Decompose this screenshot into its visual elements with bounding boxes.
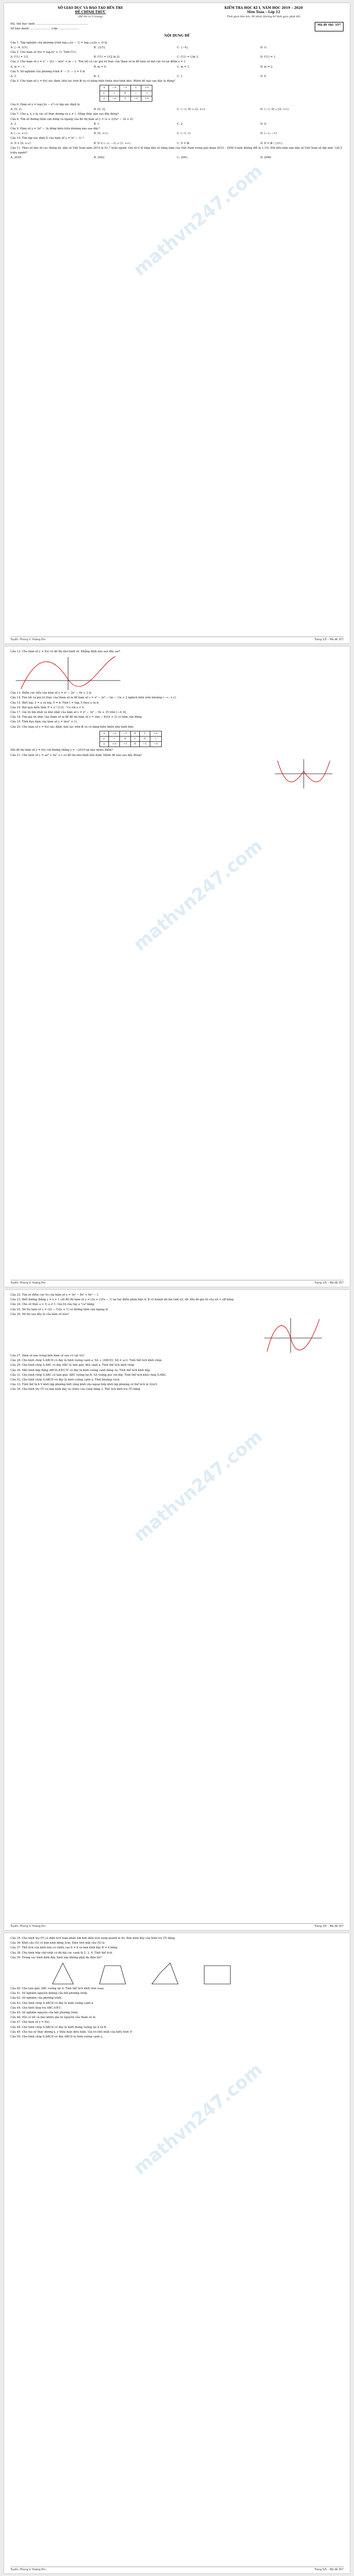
options-9: A. (−∞; +∞). B. (0; +∞). C. (−1; 1). D. (−∞; −1). xyxy=(10,132,278,136)
question-26: Câu 26. Đồ thị sau đây là của hàm số nào? xyxy=(10,1312,69,1316)
question-22: Câu 22. Tìm số điểm cực trị của hàm số y = 3x⁴ − 8x³ + 6x² − 1. xyxy=(10,1294,99,1297)
question-23: Câu 23. Biết đường thẳng y = x + 1 cắt đồ thị hàm số y = (2x + 1)/(x − 1) tại hai điểm phân biệt A, B có hoành độ lần lượt xA, xB. Khi đó giá trị của xA + xB bằng xyxy=(10,1298,234,1302)
question-1: Câu 1. Tập nghiệm của phương trình log₂₀₂₀(x − 1) = log₂₀₂₀(2x + 3) là xyxy=(10,41,107,45)
options-10: A. D = (0; +∞). B. D = (−∞; −1) ∪ (1; +∞). C. D = ℝ. D. D = ℝ \ {±1}. xyxy=(10,141,284,145)
options-6: A. (0; 2). B. [0; 2]. C. (−∞; 0) ∪ (2; +∞). D. (−∞; 0] ∪ [2; +∞). xyxy=(10,108,290,112)
question-9: Câu 9. Hàm số y = 2x³ − 3x đồng biến trên khoảng nào sau đây? xyxy=(10,127,100,131)
watermark: mathvn247.com xyxy=(129,835,267,956)
question-24: Câu 24. Cho số thực a > 0, a ≠ 1. Giá trị của log_a ³√a² bằng xyxy=(10,1303,94,1307)
student-id-field: Số báo danh: ………………… Lớp: ………………… xyxy=(10,27,80,31)
question-15: Câu 15. Biết log₂ 3 = a và log₃ 5 = b. Tính I = log₆ 5 theo a và b. xyxy=(10,701,99,705)
options-1: A. {−4; 2/3}. B. {2/3}. C. {−4}. D. ∅. xyxy=(10,46,268,49)
question-28: Câu 28. Cho khối chóp S.ABCD có đáy là hình vuông cạnh a, SA ⊥ (ABCD), SA = a√2. Tính thể tích khối chóp. xyxy=(10,1359,162,1363)
options-8: A. 3. B. 1. C. 2. D. 4. xyxy=(10,122,267,126)
question-12: Câu 12. Cho hàm số y = f(x) có đồ thị như hình vẽ. Khẳng định nào sau đây sai? xyxy=(10,650,120,653)
page-footer: Tuyển: Phùng V. Hoàng Em Trang 3/5 – Mã đề 357 xyxy=(10,1923,344,1928)
page-footer: Tuyển: Phùng V. Hoàng Em Trang 5/5 – Mã đề 357 xyxy=(10,2567,344,2571)
question-40: Câu 40. Cho tam giác ABC vuông tại A. Tính thể tích khối tròn xoay. xyxy=(10,1987,104,1991)
options-4: A. 3. B. 2. C. 1. D. 0. xyxy=(10,75,267,79)
variation-table: x −∞ −1 1 +∞ y′ + 0 − + y −∞ 2 −2 +∞ xyxy=(99,85,152,102)
polyhedra-figures xyxy=(42,1960,251,1987)
question-27: Câu 27. Hàm số nào trong bốn hàm số sau có cực trị? xyxy=(10,1354,85,1358)
question-20b: Hỏi đồ thị hàm số y = f(x) cắt đường thẳng y = −2019 tại bao nhiêu điểm? xyxy=(10,749,113,752)
subject: Môn Toán – Lớp 12 xyxy=(247,10,280,14)
question-36: Câu 36. Khối cầu (S) có bán kính bằng 3cm. Diện tích mặt cầu (S) là xyxy=(10,1942,105,1945)
exam-header xyxy=(10,6,344,19)
watermark: mathvn247.com xyxy=(129,160,267,281)
options-2: A. f′(1) = 1/2. B. f′(1) = 1/(2 ln 2). C. f′(1) = 1/ln 2. D. f′(1) = 1. xyxy=(10,56,276,59)
question-37: Câu 37. Thể tích của khối nón có chiều cao h = 6 và bán kính đáy R = 4 bằng xyxy=(10,1946,117,1950)
question-39: Câu 39. Trong các hình dưới đây, hình nào không phải đa diện lồi? xyxy=(10,1956,102,1959)
cubic-graph xyxy=(262,1317,325,1354)
page-footer: Tuyển: Phùng V. Hoàng Em Trang 1/5 – Mã đề 357 xyxy=(10,637,344,641)
question-4: Câu 4. Số nghiệm của phương trình 4ˣ − 2ˣ − 2 = 0 là xyxy=(10,70,85,73)
question-5: Câu 5. Cho hàm số y = f(x) xác định, liên tục trên ℝ và có bảng biến thiên như hình bên. Mệnh đề nào sau đây là đúng? xyxy=(10,80,175,83)
question-29: Câu 29. Cho hình chóp S.ABC có đáy ABC là tam giác đều cạnh a. Tính thể tích khối chóp. xyxy=(10,1364,135,1367)
question-38: Câu 38. Cho hình hộp chữ nhật có độ dài các cạnh là 2, 3, 4. Tính thể tích. xyxy=(10,1951,113,1955)
question-17: Câu 17. Giá trị lớn nhất và nhỏ nhất của hàm số y = x³ − 3x² − 9x + 35 trên [−4; 4]. xyxy=(10,711,127,715)
options-3: A. m = −1. B. m = 0. C. m = 1. D. m = 2. xyxy=(10,65,273,69)
question-7: Câu 7. Cho a, x, y là các số thực dương và a ≠ 1. Đẳng thức nào sau đây đúng? xyxy=(10,113,119,116)
question-21: Câu 21. Cho hàm số y = ax⁴ + bx² + c có đồ thị như hình bên dưới. Mệnh đề nào sau đây đúng? xyxy=(10,753,142,757)
question-18: Câu 18. Tìm giá trị thực của tham số m để đồ thị hàm số y = (mx − 8)/(x + 2) có tiệm cận đứng. xyxy=(10,716,142,719)
question-44: Câu 44. Cho khối lăng trụ ABC.A′B′C′. xyxy=(10,2006,63,2010)
question-34: Câu 34. Cho hình trụ (T) có bán kính đáy và chiều cao cùng bằng 2. Thể tích khối trụ (T) bằng xyxy=(10,1388,140,1391)
function-graph xyxy=(10,654,126,691)
question-10: Câu 10. Tìm tập xác định D của hàm số y = (x² − 1)⁻³. xyxy=(10,137,85,140)
question-11: Câu 11. Theo số liệu từ cục thống kê, dân số Việt Nam năm 2015 là 91,7 triệu người. Giả sử tỉ lệ tăng dân số hằng năm của Việt Nam trong giai đoạn 2015 – 2050 ở mức không đổi là 1,1%. Hỏi đến năm nào dân số Việt Nam sẽ đạt mức 120,5 triệu người? xyxy=(10,146,342,155)
options-11: A. 2039. B. 2042. C. 2041. D. 2040. xyxy=(10,156,272,160)
question-30: Câu 30. Một hình hộp đứng ABCD.A′B′C′D′ có đáy là hình vuông cạnh bằng 3a. Tính thể tích khối hộp. xyxy=(10,1368,151,1372)
question-25: Câu 25. Đồ thị hàm số y = (2x − 1)/(x + 1) có đường tiệm cận ngang là xyxy=(10,1308,108,1311)
page-footer: Tuyển: Phùng V. Hoàng Em Trang 2/5 – Mã đề 357 xyxy=(10,1280,344,1285)
question-16: Câu 16. Rút gọn biểu thức P = x^(1/3) · ⁶√x với x > 0. xyxy=(10,706,85,709)
exam-code: Mã đề thi: 357 xyxy=(315,22,344,31)
time-limit: Thời gian làm bài: 90 phút (không kể thời gian phát đề) xyxy=(227,15,301,18)
exam-page-1 xyxy=(4,3,350,643)
question-14: Câu 14. Tìm tất cả giá trị thực của tham số m để hàm số y = x³ − 2x² − (m − 1)x + 2 nghịch biến trên khoảng (−∞; +∞). xyxy=(10,696,177,700)
section-title: NỘI DUNG ĐỀ xyxy=(164,34,190,38)
question-46: Câu 46. Hỏi có tất cả bao nhiêu giá trị nguyên của tham số m. xyxy=(10,2016,96,2020)
question-2: Câu 2. Cho hàm số f(x) = log₂(x² + 1). Tính f′(1). xyxy=(10,51,77,54)
official-label: ĐỀ CHÍNH THỨC xyxy=(75,10,106,14)
question-33: Câu 33. Tính thể tích V khối lập phương biết rằng khối cầu ngoại tiếp khối lập phương có thể tích là 32π/3. xyxy=(10,1383,158,1387)
question-20: Câu 20. Cho hàm số y = f(x) xác định, liên tục trên ℝ và có bảng biến thiên như hình bên. xyxy=(10,725,134,729)
student-name-field: Họ, tên học sinh: ……………………………………………… xyxy=(10,23,88,26)
question-45: Câu 45. Số nghiệm nguyên của bất phương trình. xyxy=(10,2011,79,2015)
question-19: Câu 19. Tính đạo hàm của hàm số y = ln(x² + 1). xyxy=(10,720,78,724)
quartic-graph xyxy=(272,758,335,790)
page-count: (Đề thi có 5 trang) xyxy=(78,15,103,18)
question-41: Câu 41. Số nghiệm nguyên dương của bất phương trình. xyxy=(10,1992,88,1996)
question-32: Câu 32. Cho hình chóp S.ABCD có đáy là hình vuông cạnh a. Tính khoảng cách. xyxy=(10,1378,120,1382)
exam-page-4 xyxy=(4,1933,350,2573)
question-42: Câu 42. Số nghiệm của phương trình. xyxy=(10,1997,62,2000)
watermark: mathvn247.com xyxy=(129,2059,267,2179)
exam-title: KIỂM TRA HỌC KÌ I, NĂM HỌC 2019 – 2020 xyxy=(224,6,303,10)
question-3: Câu 3. Cho hàm số y = x³ − 2(3 − m)x² + m − 1. Tìm tất cả các giá trị thực của tham số m để hàm số đạt cực trị tại điểm x = 1. xyxy=(10,60,186,64)
question-6: Câu 6. Hàm số y = log₂(2x − x²) có tập xác định là xyxy=(10,103,80,107)
watermark: mathvn247.com xyxy=(129,1426,267,1547)
exam-page-2 xyxy=(4,646,350,1287)
question-35: Câu 35. Cho hình trụ (T) có diện tích toàn phần lớn hơn diện tích xung quanh là 4π. Bán kính đáy của hình trụ (T) bằng xyxy=(10,1937,175,1940)
question-43: Câu 43. Cho hình chóp S.ABCD có đáy là hình vuông cạnh a. xyxy=(10,2001,94,2005)
question-50: Câu 50. Cho hình chóp S.ABCD có đáy ABCD là hình vuông cạnh a. xyxy=(10,2035,103,2039)
question-31: Câu 31. Cho hình chóp S.ABC có tam giác ABC vuông tại B, SA vuông góc với đáy. Tính thể tích khối chóp S.ABC. xyxy=(10,1373,167,1377)
variation-table-2: x −∞ −1 0 1 +∞ y′ − 0 + 0 − y +∞ −1 0 −1 −∞ xyxy=(99,731,162,748)
exam-page-3 xyxy=(4,1290,350,1930)
question-48: Câu 48. Cho hình chóp S.ABCD có đáy là hình thang vuông tại A và B. xyxy=(10,2025,107,2029)
question-8: Câu 8. Tìm số đường tiệm cận đứng và ngang của đồ thị hàm số y = (x + 2)/(x² − 3x + 2). xyxy=(10,117,134,121)
question-47: Câu 47. Cho hàm số y = f(x). xyxy=(10,2021,50,2024)
question-49: Câu 49. Cho hai số thực dương x, y thỏa mãn điều kiện. Giá trị nhỏ nhất của biểu thức P. xyxy=(10,2030,132,2034)
question-13: Câu 13. Điểm cực tiểu của hàm số y = x³ − 3x² − 9x + 2 là xyxy=(10,692,92,695)
dept-name: SỞ GIÁO DỤC VÀ ĐÀO TẠO BẾN TRE xyxy=(58,6,123,10)
